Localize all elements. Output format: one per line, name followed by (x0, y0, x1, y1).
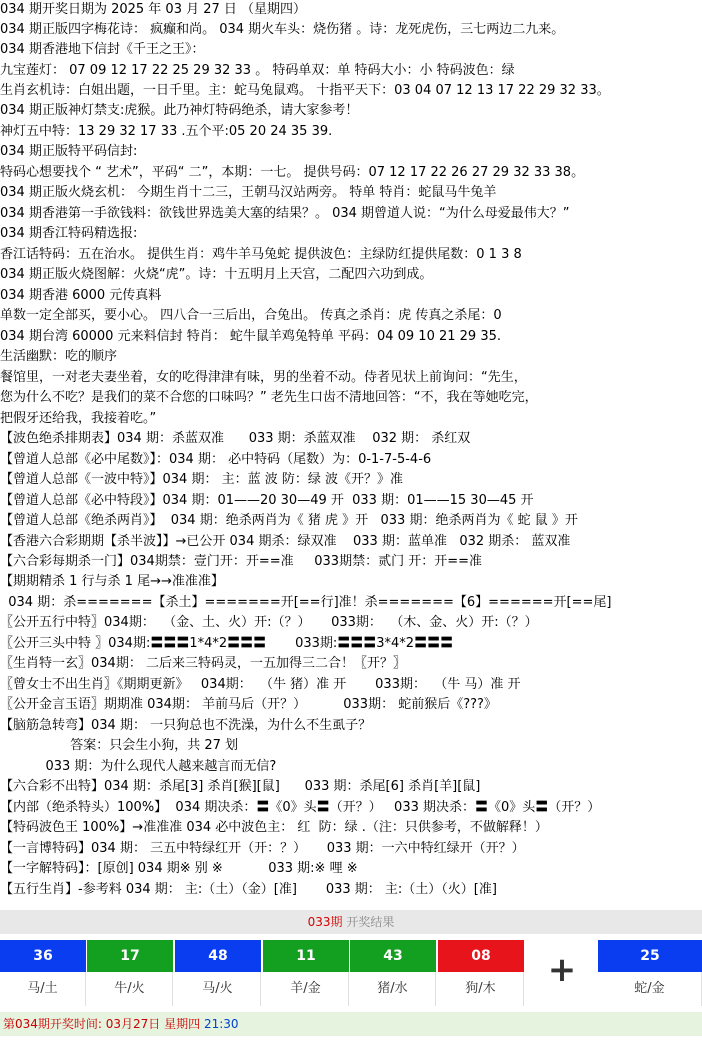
ball-zodiac: 马/土 (0, 972, 86, 1006)
doc-line: 九宝莲灯： 07 09 12 17 22 25 29 32 33 。 特码单双：单 特码大小：小 特码波色：绿 (0, 63, 515, 78)
doc-line: 033 期：为什么现代人越来越言而无信? (0, 759, 277, 774)
doc-line: 您为什么不吃？是我们的菜不合您的口味吗？” 老先生口齿不清地回答：“不，我在等她吃完， (0, 390, 538, 405)
doc-line: 034 期开奖日期为 2025 年 03 月 27 日 （星期四） (0, 2, 307, 17)
ball-number: 43 (350, 940, 436, 972)
doc-line: 034 期香江特码精选报: (0, 226, 138, 241)
doc-line: 【一言博特码】034 期： 三五中特绿红开（开：？） 033 期：一六中特红绿开（开？） (0, 841, 525, 856)
result-ball (175, 940, 261, 1006)
result-ball (0, 940, 86, 1006)
doc-line: 香江话特码：五在治水。 提供生肖：鸡牛羊马兔蛇 提供波色：主绿防红提供尾数：0 1 3 8 (0, 247, 522, 262)
ball-number: 48 (175, 940, 261, 972)
draw-time-footer (0, 1012, 702, 1036)
footer-time: 21:30 (200, 1017, 239, 1031)
results-title: 开奖结果 (342, 915, 395, 929)
doc-line: 【六合彩不出特】034 期：杀尾[3] 杀肖[猴][鼠] 033 期：杀尾[6] 杀肖[羊][鼠] (0, 779, 481, 794)
doc-line: 【内部（绝杀特头）100%】 034 期决杀：〓《0》头〓（开？） 033 期决杀：〓《0》头〓（开？） (0, 800, 601, 815)
special-ball (598, 940, 702, 1006)
doc-line: 【一字解特码】：[原创] 034 期※ 别 ※ 033 期:※ 哩 ※ (0, 861, 358, 876)
ball-zodiac: 狗/木 (438, 972, 524, 1006)
footer-date: 03月27日 星期四 (101, 1017, 201, 1031)
result-ball (438, 940, 524, 1006)
doc-line: 〖生肖特一玄〗034期： 二后来三特码灵，一五加得三二合！〖开？〗 (0, 656, 406, 671)
ball-number: 17 (87, 940, 173, 972)
ball-zodiac: 牛/火 (87, 972, 173, 1006)
doc-line: 034 期香港地下信封《千王之王》： (0, 42, 205, 57)
doc-line: 034 期正版神灯禁支:虎猴。此乃神灯特码绝杀，请大家参考！ (0, 103, 359, 118)
doc-line: 〖曾女士不出生肖〗《期期更新》 034期： （牛 猪）准 开 033期： （牛 马）准 开 (0, 677, 521, 692)
doc-line: 【香港六合彩期期【杀半波】】→已公开 034 期杀：绿双准 033 期：蓝单准 032 期杀： 蓝双准 (0, 534, 571, 549)
doc-line: 单数一定全部买，要小心。 四八合一三后出，合兔出。 传真之杀肖：虎 传真之杀尾：0 (0, 308, 502, 323)
ball-zodiac: 羊/金 (263, 972, 349, 1006)
doc-line: 【曾道人总部《必中尾数》】：034 期： 必中特码（尾数）为：0-1-7-5-4-6 (0, 452, 432, 467)
results-section-header (0, 910, 702, 934)
doc-line: 034 期香港第一手欲钱料：欲钱世界选美大塞的结果？。 034 期曾道人说：“为什么母爱最伟大？” (0, 206, 570, 221)
doc-line: 生肖玄机诗：白姐出题，一日千里。主：蛇马兔鼠鸡。 十指平天下：03 04 07 12 13 17 22 29 32 33。 (0, 83, 610, 98)
doc-line: 餐馆里，一对老夫妻坐着，女的吃得津津有味，男的坐着不动。侍者见状上前询问：“先生， (0, 370, 527, 385)
doc-line: 034 期正版四字梅花诗： 疯癫和尚。 034 期火车头：烧伤猪 。诗：龙死虎伤，三七两边二九来。 (0, 22, 565, 37)
ball-zodiac: 猪/水 (350, 972, 436, 1006)
doc-line: 【期期精杀 1 行与杀 1 尾→→准准准】 (0, 574, 224, 589)
doc-line: 神灯五中特：13 29 32 17 33 .五个平:05 20 24 35 39. (0, 124, 333, 139)
doc-line: 034 期正版火烧玄机： 今期生肖十二三，王朝马汉站两旁。 特单 特肖：蛇鼠马牛兔羊 (0, 185, 497, 200)
doc-line: 〖公开五行中特〗034期： （金、土、火）开:（？） 033期： （木、金、火）开:（？） (0, 615, 538, 630)
doc-line: 【五行生肖】-参考料 034 期： 主:（土）（金）[准] 033 期： 主:（土）（火）[准] (0, 882, 497, 897)
plus-icon: + (547, 950, 577, 990)
result-ball (350, 940, 436, 1006)
ball-number: 36 (0, 940, 86, 972)
doc-line: 【曾道人总部《一波中特》】034 期： 主：蓝 波 防：绿 波《开？》准 (0, 472, 403, 487)
doc-line: 〖公开金言玉语〗期期准 034期： 羊前马后（开？） 033期： 蛇前猴后《???》 (0, 697, 497, 712)
footer-prefix: 第034期开奖时间: (3, 1017, 102, 1031)
result-ball (263, 940, 349, 1006)
doc-line: 034 期：杀=======【杀土】=======开[==行]准！杀=======【6】======开[==尾] (0, 595, 612, 610)
doc-line: 【曾道人总部《绝杀两肖》】 034 期：绝杀两肖为《 猪 虎 》开 033 期：绝杀两肖为《 蛇 鼠 》开 (0, 513, 578, 528)
ball-zodiac: 马/火 (175, 972, 261, 1006)
doc-line: 【曾道人总部《必中特段》】034 期：01——20 30—49 开 033 期：01——15 30—45 开 (0, 493, 534, 508)
results-strip (0, 940, 702, 1006)
doc-line: 【特码波色王 100%】→准准准 034 必中波色主： 红 防：绿 .（注：只供参考，不做解释！） (0, 820, 548, 835)
results-issue: 033期 (307, 915, 343, 929)
ball-number: 11 (263, 940, 349, 972)
special-ball-number: 25 (598, 940, 702, 972)
doc-line: 034 期正版特平码信封: (0, 144, 138, 159)
special-ball-zodiac: 蛇/金 (598, 972, 702, 1006)
doc-line: 特码心想要找个 “ 艺术”，平码“ 二”，本期：一七。 提供号码：07 12 17 22 26 27 29 32 33 38。 (0, 165, 585, 180)
doc-line: 034 期香港 6000 元传真料 (0, 288, 162, 303)
doc-line: 【波色绝杀排期表】034 期：杀蓝双准 033 期：杀蓝双准 032 期： 杀红双 (0, 431, 471, 446)
doc-line: 【六合彩每期杀一门】034期禁：壹门开：开==准 033期禁：贰门 开：开==准 (0, 554, 482, 569)
doc-line: 034 期正版火烧图解：火烧“虎”。诗：十五明月上天宫，二配四六功到成。 (0, 267, 433, 282)
doc-line: 034 期台湾 60000 元来料信封 特肖： 蛇牛鼠羊鸡兔特单 平码：04 09 10 21 29 35. (0, 329, 502, 344)
doc-line: 把假牙还给我，我接着吃。” (0, 411, 157, 426)
result-ball (87, 940, 173, 1006)
doc-line: 答案：只会生小狗，共 27 划 (0, 738, 239, 753)
doc-line: 〖公开三头中特 〗034期:〓〓〓1*4*2〓〓〓 033期:〓〓〓3*4*2〓〓〓 (0, 636, 454, 651)
doc-line: 【脑筋急转弯】034 期： 一只狗总也不洗澡，为什么不生虱子？ (0, 718, 372, 733)
ball-number: 08 (438, 940, 524, 972)
doc-line: 生活幽默：吃的顺序 (0, 349, 118, 364)
